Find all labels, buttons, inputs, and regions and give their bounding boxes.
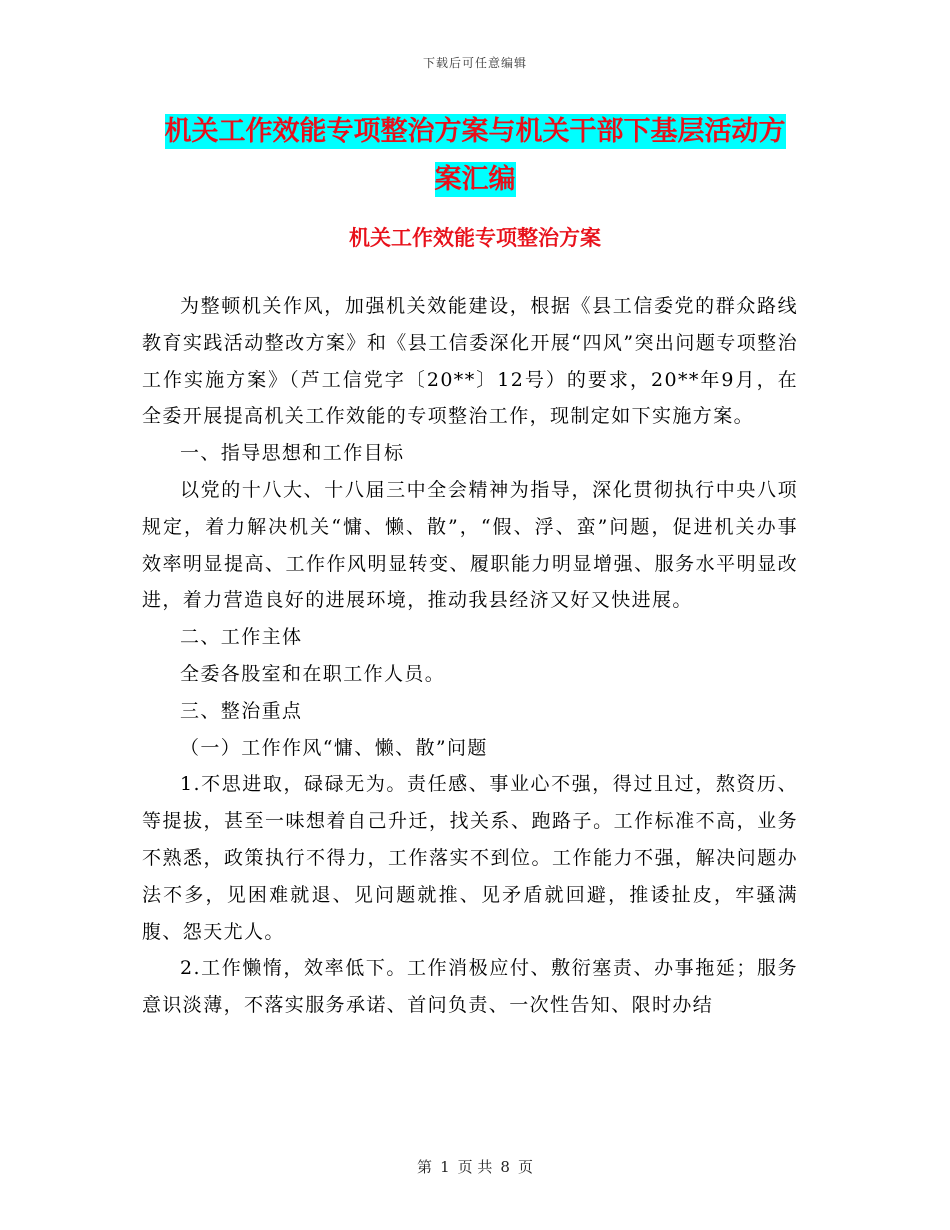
- heading-rectification-focus: 三、整治重点: [180, 699, 303, 722]
- footer-total-pages: 8: [500, 1158, 510, 1176]
- paragraph-guiding-ideology: 以党的十八大、十八届三中全会精神为指导，深化贯彻执行中央八项规定，着力解决机关“慵、懒、散”，“假、浮、蛮”问题，促进机关办事效率明显提高、工作作风明显转变、履职能力明显增强、服务水平明显改进，着力营造良好的进展环境，推动我县经济又好又快进展。: [142, 478, 798, 612]
- heading-work-subject: 二、工作主体: [180, 626, 303, 649]
- footer-prefix: 第: [417, 1158, 433, 1176]
- document-title: [0, 108, 950, 204]
- document-body: [142, 288, 798, 1024]
- heading-guiding-ideology: 一、指导思想和工作目标: [180, 442, 405, 465]
- document-title-line-1: 机关工作效能专项整治方案与机关干部下基层活动方: [164, 116, 786, 147]
- footer-suffix: 页: [517, 1158, 533, 1176]
- footer-mid: 页 共: [457, 1158, 493, 1176]
- subheading-work-style: （一）工作作风“慵、懒、散”问题: [180, 736, 488, 759]
- page-footer: [0, 1156, 950, 1177]
- section-title: 机关工作效能专项整治方案: [349, 226, 601, 250]
- paragraph-intro: 为整顿机关作风，加强机关效能建设，根据《县工信委党的群众路线教育实践活动整改方案》和《县工信委深化开展“四风”突出问题专项整治工作实施方案》（芦工信党字〔20**〕12号）的要求，20**年9月，在全委开展提高机关工作效能的专项整治工作，现制定如下实施方案。: [142, 295, 798, 428]
- page-header: 下载后可任意编辑: [422, 56, 527, 70]
- document-title-line-2: 案汇编: [434, 164, 516, 195]
- paragraph-item-1: 1.不思进取，碌碌无为。责任感、事业心不强，得过且过，熬资历、等提拔，甚至一味想着自己升迁，找关系、跑路子。工作标准不高，业务不熟悉，政策执行不得力，工作落实不到位。工作能力不强，解决问题办法不多，见困难就退、见问题就推、见矛盾就回避，推诿扯皮，牢骚满腹、怨天尤人。: [142, 773, 798, 943]
- paragraph-work-subject: 全委各股室和在职工作人员。: [180, 662, 446, 685]
- footer-page-number: 1: [440, 1158, 450, 1176]
- paragraph-item-2: 2.工作懒惰，效率低下。工作消极应付、敷衍塞责、办事拖延；服务意识淡薄，不落实服务承诺、首问负责、一次性告知、限时办结: [142, 957, 798, 1017]
